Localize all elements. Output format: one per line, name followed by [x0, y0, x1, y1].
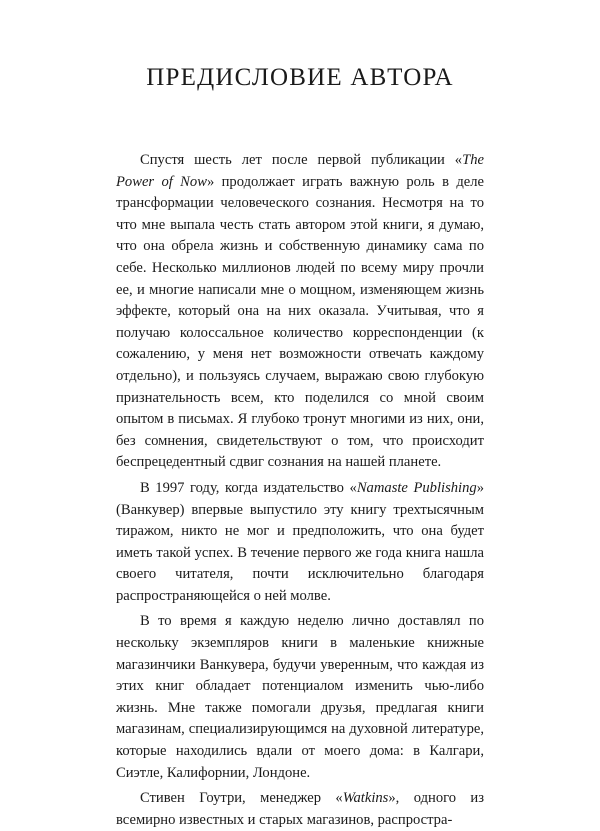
text-body: [116, 150, 484, 831]
publisher-name-italic: Namaste Publishing: [356, 479, 477, 496]
page-title: ПРЕДИСЛОВИЕ АВТОРА: [146, 64, 454, 91]
paragraph-text: », одного из всемирно известных и старых магазинов, распростра-: [116, 790, 484, 828]
paragraph-2: [116, 478, 484, 608]
paragraph-text: В то время я каждую неделю лично доставлял по нескольку экземпляров книги в маленькие книжные магазинчики Ванкувера, будучи уверенным, что каждая из этих книг обладает потенциалом изменить чью-либо жизнь. Мне также помогали друзья, предлагая книги магазинам, специализирующимся на духовной литературе, которые находились вдали от моего дома: в Калгари, Сиэтле, Калифорнии, Лондоне.: [116, 613, 484, 781]
paragraph-4: [116, 788, 484, 831]
paragraph-1: [116, 150, 484, 474]
book-title-italic: The Power of Now: [116, 152, 484, 190]
paragraph-text: » продолжает играть важную роль в деле трансформации человеческого сознания. Несмотря на то что мне выпала честь стать автором этой книги, я думаю, что она обрела жизнь и собственную динамику сама по себе. Несколько миллионов людей по всему миру прочли ее, и многие написали мне о мощном, изменяющем жизнь эффекте, который она на них оказала. Учитывая, что я получаю колоссальное количество корреспонденции (к сожалению, у меня нет возможности отвечать каждому отдельно), и пользуясь случаем, выражаю свою глубокую признательность всем, кто поделился со мной своим опытом в письмах. Я глубоко тронут многими из них, они, без сомнения, свидетельствуют о том, что происходит беспрецедентный сдвиг сознания на нашей планете.: [116, 173, 484, 471]
paragraph-text: Стивен Гоутри, менеджер «: [140, 790, 343, 807]
paragraph-text: В 1997 году, когда издательство «: [140, 479, 357, 496]
paragraph-text: Спустя шесть лет после первой публикации «: [140, 152, 463, 168]
paragraph-3: [116, 611, 484, 784]
store-name-italic: Watkins: [342, 790, 389, 807]
paragraph-text: » (Ванкувер) впервые выпустило эту книгу трехтысячным тиражом, никто не мог и предположить, что она будет иметь такой успех. В течение первого же года книга нашла своего читателя, почти исключительно благодаря распространяющейся о ней молве.: [116, 479, 485, 604]
